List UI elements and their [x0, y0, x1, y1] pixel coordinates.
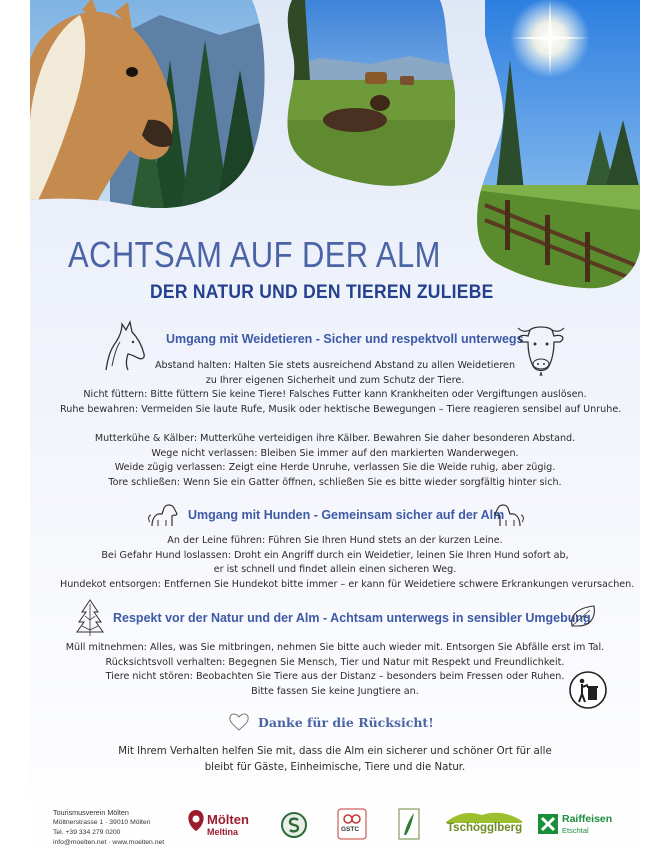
- horse-photo: [30, 0, 270, 215]
- raiffeisen-logo-text: Raiffeisen: [562, 813, 613, 825]
- footer-address: Möltnerstrasse 1 · 39010 Mölten: [53, 819, 151, 826]
- text-line: Wege nicht verlassen: Bleiben Sie immer auf den markierten Wanderwegen.: [151, 447, 519, 459]
- text-line: Ruhe bewahren: Vermeiden Sie laute Rufe, Musik oder hektische Bewegungen – Tiere reagieren sensibel auf Unruhe.: [60, 403, 622, 415]
- s-badge-icon: [280, 811, 308, 843]
- tree-icon: [76, 598, 104, 642]
- leaf-icon: [568, 604, 598, 634]
- green-leaf-logo-icon: [398, 808, 420, 844]
- text-line: Bei Gefahr Hund loslassen: Droht ein Angriff durch ein Weidetier, leinen Sie Ihren Hund sofort ab,: [101, 549, 569, 561]
- hunde-paragraph: [60, 534, 635, 592]
- dog-icon: [148, 502, 180, 532]
- text-line: An der Leine führen: Führen Sie Ihren Hund stets an der kurzen Leine.: [167, 535, 503, 546]
- text-line: Mit Ihrem Verhalten helfen Sie mit, dass die Alm ein sicherer und schöner Ort für alle: [118, 746, 552, 757]
- footer-phone: Tel. +39 334 279 0200: [53, 829, 121, 836]
- text-line: er ist schnell und findet allein einen sicheren Weg.: [213, 564, 457, 575]
- dog-icon: [492, 502, 524, 532]
- text-line: Mutterkühe & Kälber: Mutterkühe verteidigen ihre Kälber. Bewahren Sie daher besonderen Abstand.: [94, 433, 576, 444]
- meltina-logo-text: Meltina: [207, 827, 239, 837]
- text-line: Abstand halten: Halten Sie stets ausreichend Abstand zu allen Weidetieren: [154, 360, 516, 371]
- gstc-logo-text: GSTC: [341, 826, 360, 833]
- thanks-heading: Danke für die Rücksicht!: [258, 715, 434, 730]
- text-line: Bitte fassen Sie keine Jungtiere an.: [251, 685, 419, 697]
- text-line: Weide zügig verlassen: Zeigt eine Herde Unruhe, verlassen Sie die Weide ruhig, aber zügig.: [114, 462, 556, 473]
- moelten-logo-text: Mölten: [207, 812, 249, 827]
- closing-paragraph: [60, 744, 610, 775]
- section-heading-weidetiere: Umgang mit Weidetieren - Sicher und respektvoll unterwegs: [166, 332, 524, 346]
- footer-contact: [53, 808, 164, 848]
- tschoegglberg-logo-text: Tschögglberg: [447, 822, 523, 834]
- etschtal-logo-text: Etschtal: [562, 826, 589, 835]
- natur-paragraph: [60, 641, 610, 699]
- page-subtitle: DER NATUR UND DEN TIEREN ZULIEBE: [150, 282, 494, 303]
- text-line: Müll mitnehmen: Alles, was Sie mitbringen, nehmen Sie bitte auch wieder mit. Entsorgen Sie Abfälle erst im Tal.: [65, 642, 605, 653]
- weidetiere-paragraph-1: [60, 359, 622, 417]
- heart-icon: [228, 712, 250, 736]
- cows-photo: [280, 0, 455, 188]
- text-line: Tiere nicht stören: Beobachten Sie Tiere aus der Distanz – besonders beim Fressen oder Ruhen.: [105, 671, 565, 682]
- section-heading-natur: Respekt vor der Natur und der Alm - Achtsam unterwegs in sensibler Umgebung: [113, 611, 591, 625]
- text-line: bleibt für Gäste, Einheimische, Tiere und die Natur.: [204, 761, 466, 773]
- raiffeisen-logo-icon: [538, 814, 558, 838]
- text-line: Nicht füttern: Bitte füttern Sie keine Tiere! Falsches Futter kann Krankheiten oder Vergiftungen auslösen.: [83, 389, 587, 400]
- text-line: Rücksichtsvoll verhalten: Begegnen Sie Mensch, Tier und Natur mit Respekt und Freundlichkeit.: [105, 656, 565, 668]
- footer-web: info@moelten.net · www.moelten.net: [53, 839, 165, 846]
- footer-org: Tourismusverein Mölten: [53, 808, 129, 817]
- moelten-logo-icon: [186, 808, 206, 836]
- page-title: ACHTSAM AUF DER ALM: [68, 234, 441, 275]
- text-line: zu Ihrer eigenen Sicherheit und zum Schutz der Tiere.: [205, 374, 465, 386]
- text-line: Tore schließen: Wenn Sie ein Gatter öffnen, schließen Sie es bitte wieder sorgfältig hinter sich.: [108, 476, 562, 488]
- section-heading-hunde: Umgang mit Hunden - Gemeinsam sicher auf der Alm: [188, 508, 505, 522]
- trash-icon: [568, 670, 608, 714]
- text-line: Hundekot entsorgen: Entfernen Sie Hundekot bitte immer – er kann für Weidetiere schwere Erkrankungen verursachen.: [60, 578, 635, 590]
- weidetiere-paragraph-2: [60, 432, 610, 490]
